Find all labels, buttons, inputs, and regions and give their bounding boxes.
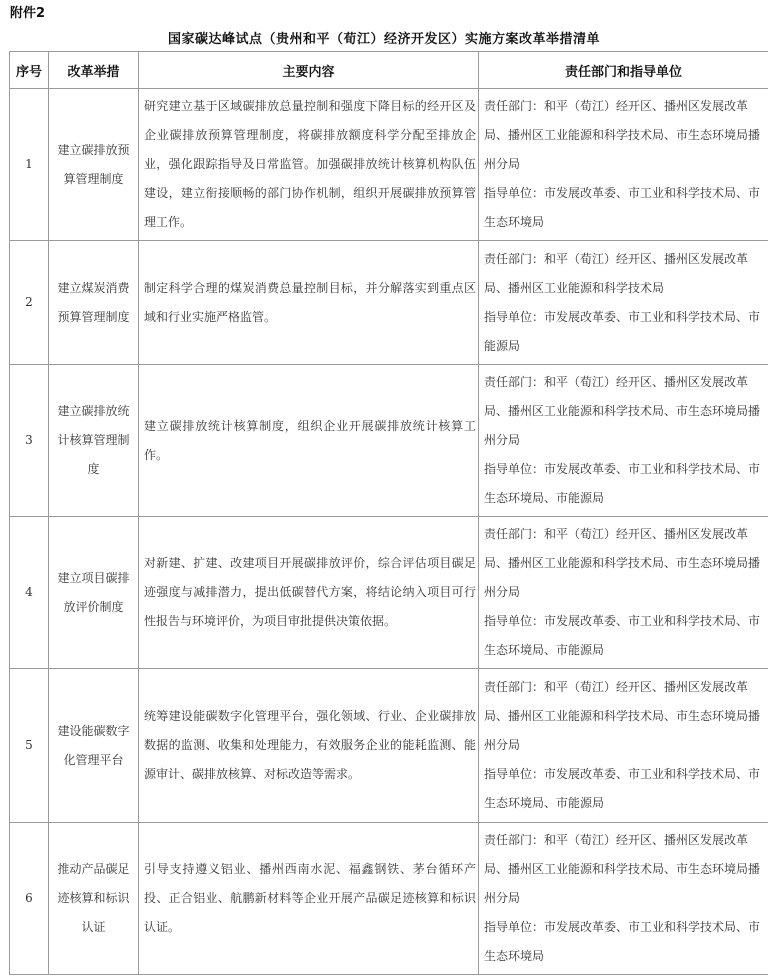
row-measure: 建立项目碳排放评价制度	[49, 517, 139, 669]
responsible-dept: 责任部门：和平（荀江）经开区、播州区发展改革局、播州区工业能源和科学技术局、市生态环境局播州分局	[484, 99, 761, 171]
table-row	[10, 241, 768, 365]
row-measure: 建立碳排放预算管理制度	[49, 89, 139, 241]
table-row	[10, 517, 768, 669]
row-content: 制定科学合理的煤炭消费总量控制目标，并分解落实到重点区域和行业实施严格监管。	[139, 241, 479, 365]
guidance-unit: 指导单位：市发展改革委、市工业和科学技术局、市生态环境局	[484, 186, 761, 229]
row-measure: 建设能碳数字化管理平台	[49, 669, 139, 823]
responsible-dept: 责任部门：和平（荀江）经开区、播州区发展改革局、播州区工业能源和科学技术局、市生态环境局播州分局	[484, 680, 761, 752]
table-row	[10, 365, 768, 517]
reform-measures-table	[9, 51, 768, 975]
row-dept	[479, 89, 768, 241]
guidance-unit: 指导单位：市发展改革委、市工业和科学技术局、市生态环境局、市能源局	[484, 462, 761, 505]
header-measure: 改革举措	[49, 52, 139, 89]
row-seq: 2	[10, 241, 49, 365]
document-title: 国家碳达峰试点（贵州和平（荀江）经济开发区）实施方案改革举措清单	[167, 32, 600, 47]
guidance-unit: 指导单位：市发展改革委、市工业和科学技术局、市能源局	[484, 309, 761, 353]
header-dept: 责任部门和指导单位	[479, 52, 768, 89]
row-measure: 推动产品碳足迹核算和标识认证	[49, 823, 139, 975]
row-dept	[479, 241, 768, 365]
header-content: 主要内容	[139, 52, 479, 89]
responsible-dept: 责任部门：和平（荀江）经开区、播州区发展改革局、播州区工业能源和科学技术局、市生态环境局播州分局	[484, 833, 761, 905]
row-measure: 建立碳排放统计核算管理制度	[49, 365, 139, 517]
responsible-dept: 责任部门：和平（荀江）经开区、播州区发展改革局、播州区工业能源和科学技术局、市生态环境局播州分局	[484, 375, 761, 447]
row-dept	[479, 517, 768, 669]
row-seq: 1	[10, 89, 49, 241]
table-row	[10, 89, 768, 241]
header-seq: 序号	[10, 52, 49, 89]
row-seq: 3	[10, 365, 49, 517]
row-seq: 5	[10, 669, 49, 823]
row-dept	[479, 365, 768, 517]
row-seq: 4	[10, 517, 49, 669]
responsible-dept: 责任部门：和平（荀江）经开区、播州区发展改革局、播州区工业能源和科学技术局、市生态环境局播州分局	[484, 527, 761, 599]
row-content: 建立碳排放统计核算制度，组织企业开展碳排放统计核算工作。	[139, 365, 479, 517]
guidance-unit: 指导单位：市发展改革委、市工业和科学技术局、市生态环境局、市能源局	[484, 614, 761, 657]
row-seq: 6	[10, 823, 49, 975]
row-content: 研究建立基于区域碳排放总量控制和强度下降目标的经开区及企业碳排放预算管理制度，将碳排放额度科学分配至排放企业，强化跟踪指导及日常监管。加强碳排放统计核算机构队伍建设，建立衔接顺畅的部门协作机制，组织开展碳排放预算管理工作。	[139, 89, 479, 241]
table-row	[10, 823, 768, 975]
row-content: 对新建、扩建、改建项目开展碳排放评价，综合评估项目碳足迹强度与减排潜力，提出低碳替代方案，将结论纳入项目可行性报告与环境评价，为项目审批提供决策依据。	[139, 517, 479, 669]
table-header-row	[10, 52, 768, 89]
table-row	[10, 669, 768, 823]
responsible-dept: 责任部门：和平（荀江）经开区、播州区发展改革局、播州区工业能源和科学技术局	[484, 251, 749, 295]
row-measure: 建立煤炭消费预算管理制度	[49, 241, 139, 365]
row-dept	[479, 669, 768, 823]
row-content: 统筹建设能碳数字化管理平台，强化领域、行业、企业碳排放数据的监测、收集和处理能力，有效服务企业的能耗监测、能源审计、碳排放核算、对标改造等需求。	[139, 669, 479, 823]
attachment-label: 附件2	[10, 6, 46, 21]
row-content: 引导支持遵义铝业、播州西南水泥、福鑫钢铁、茅台循环产投、正合铝业、航鹏新材料等企业开展产品碳足迹核算和标识认证。	[139, 823, 479, 975]
guidance-unit: 指导单位：市发展改革委、市工业和科学技术局、市生态环境局	[484, 920, 761, 963]
row-dept	[479, 823, 768, 975]
guidance-unit: 指导单位：市发展改革委、市工业和科学技术局、市生态环境局、市能源局	[484, 767, 761, 810]
